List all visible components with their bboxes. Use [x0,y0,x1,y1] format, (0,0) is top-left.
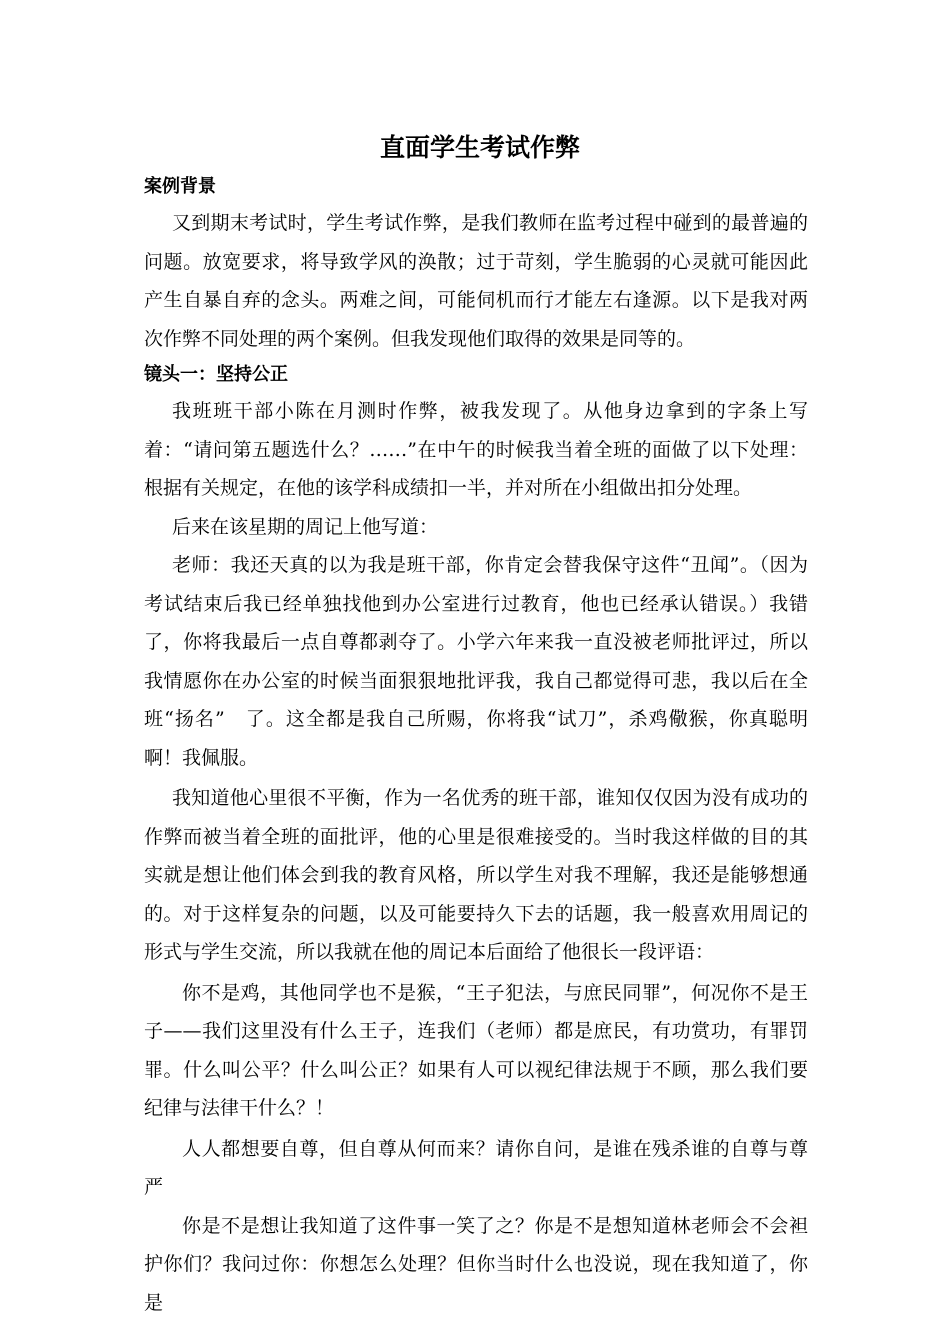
paragraph-shot1-diary: 老师：我还天真的以为我是班干部，你肯定会替我保守这件“丑闻”。（因为考试结束后我已经单独找他到办公室进行过教育，他也已经承认错误。）我错了，你将我最后一点自尊都剥夺了。小学六年来我一直没被老师批评过，所以我情愿你在办公室的时候当面狠狠地批评我，我自己都觉得可悲，我以后在全班“扬名” 了。这全都是我自己所赐，你将我“试刀”，杀鸡儆猴，你真聪明啊！我佩服。 [144,554,808,769]
paragraph-shot1-comment-1: 你不是鸡，其他同学也不是猴，“王子犯法，与庶民同罪”，何况你不是王子——我们这里没有什么王子，连我们（老师）都是庶民，有功赏功，有罪罚罪。什么叫公平？什么叫公正？如果有人可以视纪律法规于不顾，那么我们要纪律与法律干什么？！ [144,981,808,1119]
section-heading-shot1: 镜头一：坚持公正 [144,364,288,385]
paragraph-shot1-comment-3: 你是不是想让我知道了这件事一笑了之？你是不是想知道林老师会不会袒护你们？我问过你：你想怎么处理？但你当时什么也没说，现在我知道了，你是 [144,1214,808,1314]
paragraph-shot1-reflection: 我知道他心里很不平衡，作为一名优秀的班干部，谁知仅仅因为没有成功的作弊而被当着全班的面批评，他的心里是很难接受的。当时我这样做的目的其实就是想让他们体会到我的教育风格，所以学生对我不理解，我还是能够想通的。对于这样复杂的问题，以及可能要持久下去的话题，我一般喜欢用周记的形式与学生交流，所以我就在他的周记本后面给了他很长一段评语： [144,787,808,963]
paragraph-shot1-comment-2: 人人都想要自尊，但自尊从何而来？请你自问，是谁在残杀谁的自尊与尊严 [144,1137,808,1198]
section-heading-background: 案例背景 [144,176,216,197]
paragraph-background: 又到期末考试时，学生考试作弊，是我们教师在监考过程中碰到的最普遍的问题。放宽要求，将导致学风的涣散；过于苛刻，学生脆弱的心灵就可能因此产生自暴自弃的念头。两难之间，可能伺机而行才能左右逢源。以下是我对两次作弊不同处理的两个案例。但我发现他们取得的效果是同等的。 [144,212,808,350]
paragraph-shot1-incident: 我班班干部小陈在月测时作弊，被我发现了。从他身边拿到的字条上写着：“请问第五题选什么？……”在中午的时候我当着全班的面做了以下处理：根据有关规定，在他的该学科成绩扣一半，并对所在小组做出扣分处理。 [144,400,808,499]
document-page [144,128,808,1322]
paragraph-shot1-diary-intro: 后来在该星期的周记上他写道： [172,515,439,538]
document-title: 直面学生考试作弊 [379,133,580,162]
